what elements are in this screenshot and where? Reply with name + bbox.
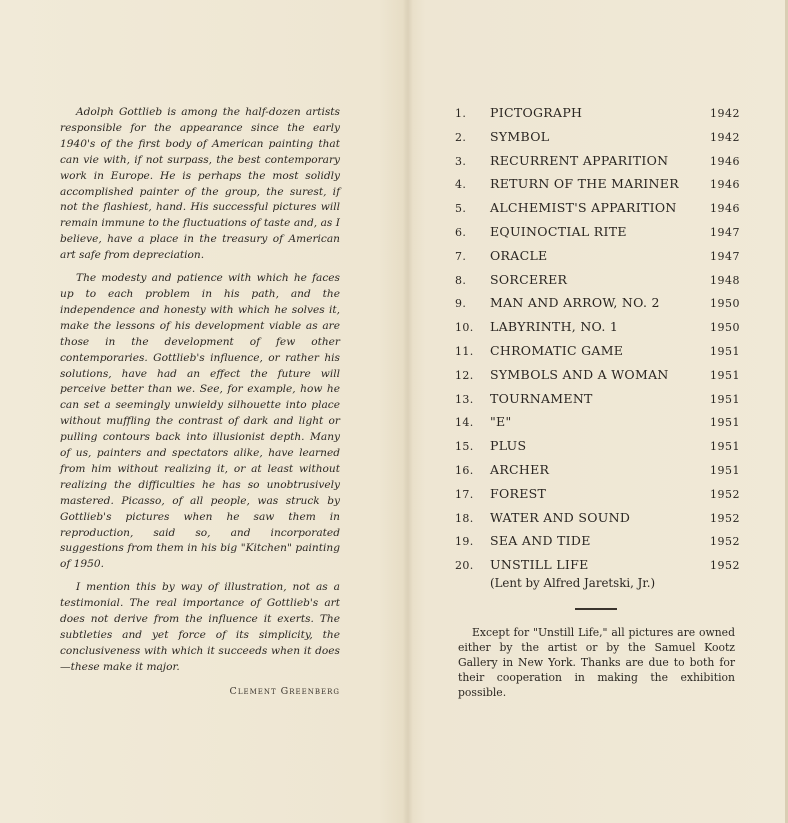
work-title: PICTOGRAPH	[490, 105, 583, 120]
work-title: "E"	[490, 414, 512, 430]
work-year: 1952	[710, 535, 740, 549]
work-title: UNSTILL LIFE	[490, 557, 589, 573]
work-item	[455, 414, 740, 438]
work-item	[455, 343, 740, 367]
work-year: 1947	[710, 249, 740, 263]
work-year: 1946	[710, 178, 740, 192]
work-title: ARCHER	[490, 461, 550, 477]
work-number: 9.	[455, 297, 467, 311]
work-title: MAN AND ARROW, NO. 2	[490, 295, 660, 311]
work-title: WATER AND SOUND	[490, 509, 631, 525]
work-title: SORCERER	[490, 271, 568, 287]
work-number: 13.	[455, 392, 474, 406]
work-title: TOURNAMENT	[490, 390, 593, 406]
work-year: 1951	[710, 416, 740, 430]
work-item	[455, 105, 740, 129]
center-fold	[403, 0, 413, 823]
work-item	[455, 319, 740, 343]
work-item	[455, 295, 740, 319]
work-year: 1946	[710, 154, 740, 168]
work-title: FOREST	[490, 485, 547, 501]
work-item	[455, 176, 740, 200]
work-item	[455, 438, 740, 462]
work-number: 10.	[455, 321, 474, 335]
work-number: 12.	[455, 368, 474, 382]
work-number: 4.	[455, 178, 467, 192]
work-item	[455, 272, 740, 296]
work-title: SEA AND TIDE	[490, 533, 591, 549]
work-title: RECURRENT APPARITION	[490, 152, 669, 168]
work-year: 1952	[710, 487, 740, 501]
work-item	[455, 200, 740, 224]
lent-note: (Lent by Alfred Jaretski, Jr.)	[490, 575, 656, 590]
work-number: 18.	[455, 511, 474, 525]
work-year: 1946	[710, 202, 740, 216]
work-title: EQUINOCTIAL RITE	[490, 223, 627, 239]
work-title: RETURN OF THE MARINER	[490, 176, 679, 192]
work-number: 1.	[455, 107, 467, 120]
essay-paragraph-2: The modesty and patience with which he faces up to each problem in his path, and the independence and honesty with which he solves it, make the lessons of his development viable as are those in the development of few other contemporaries. Gottlieb's influence, or rather his solutions, have had an effect the future will perceive better than we. See, for example, how he can set a seemingly unwieldy silhouette into place without muffling the contrast of dark and light or pulling contours back into illusionist depth. Many of us, painters and spectators alike, have learned from him without realizing it, or at least without realizing the difficulties he has so unobtrusively mastered. Picasso, of all people, was struck by Gottlieb's pictures when he saw them in reproduction, said so, and incorporated suggestions from them in his big "Kitchen" painting of 1950.	[60, 272, 340, 571]
work-title: PLUS	[490, 438, 527, 454]
work-item	[455, 367, 740, 391]
work-number: 2.	[455, 130, 467, 144]
work-number: 6.	[455, 225, 467, 239]
work-number: 16.	[455, 463, 474, 477]
work-title: ALCHEMIST'S APPARITION	[490, 200, 677, 216]
work-year: 1950	[710, 297, 740, 311]
work-item	[455, 486, 740, 510]
work-number: 5.	[455, 202, 467, 216]
essay-paragraph-3: I mention this by way of illustration, not as a testimonial. The real importance of Gottlieb's art does not derive from the influence it exerts. The subtleties and yet force of its simplicity, the conclusiveness with which it succeeds when it does—these make it major.	[60, 581, 340, 673]
work-number: 11.	[455, 344, 474, 358]
essay	[60, 105, 340, 683]
work-year: 1942	[710, 130, 740, 144]
work-title: SYMBOL	[490, 128, 550, 144]
work-number: 3.	[455, 154, 467, 168]
work-number: 17.	[455, 487, 474, 501]
work-number: 14.	[455, 416, 474, 430]
work-title: CHROMATIC GAME	[490, 342, 624, 358]
work-number: 20.	[455, 559, 474, 573]
ownership-note: Except for "Unstill Life," all pictures are owned either by the artist or by the Samuel Kootz Gallery in New York. Thanks are due to both for their cooperation in making the exhibition possible.	[458, 626, 735, 699]
work-item	[455, 248, 740, 272]
work-year: 1942	[710, 107, 740, 120]
essay-signature: Clement Greenberg	[229, 686, 340, 697]
work-year: 1951	[710, 344, 740, 358]
work-number: 7.	[455, 249, 467, 263]
work-number: 15.	[455, 440, 474, 454]
work-year: 1947	[710, 225, 740, 239]
work-year: 1951	[710, 392, 740, 406]
work-year: 1951	[710, 463, 740, 477]
work-year: 1952	[710, 511, 740, 525]
work-item	[455, 533, 740, 557]
essay-paragraph-1: Adolph Gottlieb is among the half-dozen artists responsible for the appearance since the early 1940's of the first body of American painting that can vie with, if not surpass, the best contemporary work in Europe. He is perhaps the most solidly accomplished painter of the group, the surest, if not the flashiest, hand. His successful pictures will remain immune to the fluctuations of taste and, as I believe, have a place in the treasury of American art safe from depreciation.	[60, 106, 340, 262]
work-title: ORACLE	[490, 247, 548, 263]
work-title: LABYRINTH, NO. 1	[490, 319, 619, 335]
divider-rule	[575, 608, 617, 610]
works-list	[455, 105, 740, 591]
work-item	[455, 462, 740, 486]
work-item	[455, 391, 740, 415]
work-year: 1948	[710, 273, 740, 287]
work-year: 1950	[710, 321, 740, 335]
work-title: SYMBOLS AND A WOMAN	[490, 366, 669, 382]
work-number: 8.	[455, 273, 467, 287]
work-year: 1952	[710, 559, 740, 573]
work-year: 1951	[710, 440, 740, 454]
work-number: 19.	[455, 535, 474, 549]
work-item	[455, 129, 740, 153]
work-item	[455, 224, 740, 248]
work-item	[455, 153, 740, 177]
work-item	[455, 510, 740, 534]
work-year: 1951	[710, 368, 740, 382]
